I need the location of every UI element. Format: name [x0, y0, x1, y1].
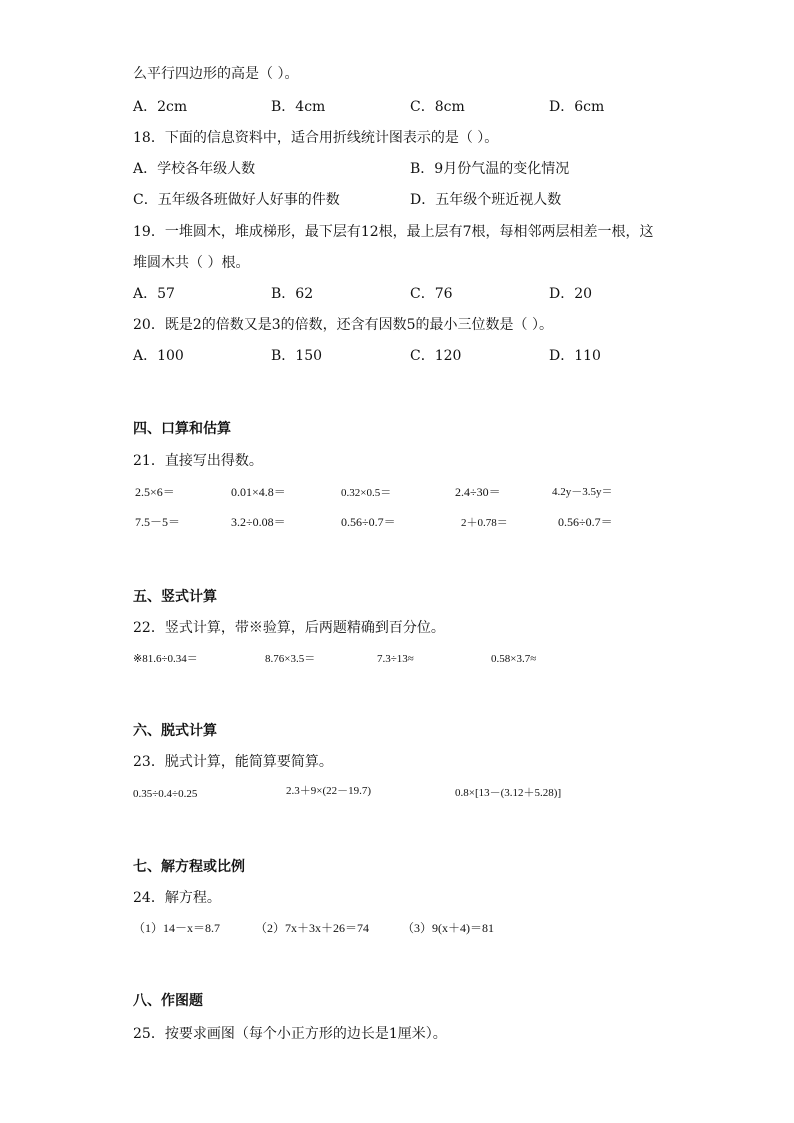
- q19-option-d: D．20: [549, 286, 593, 302]
- q23-stem: 23．脱式计算，能简算要简算。: [133, 754, 333, 770]
- q21-row1-item5: 4.2y－3.5y＝: [552, 486, 613, 498]
- q21-row1-item1: 2.5×6＝: [135, 485, 175, 499]
- q24-item2: （2）7x＋3x＋26＝74: [255, 921, 370, 935]
- q23-item3: 0.8×[13－(3.12＋5.28)]: [455, 787, 562, 799]
- q21-row2-item4: 2＋0.78＝: [461, 517, 508, 529]
- q24-stem: 24．解方程。: [133, 890, 221, 906]
- q20-stem: 20．既是2的倍数又是3的倍数，还含有因数5的最小三位数是（ ）。: [133, 317, 553, 333]
- q20-option-d: D．110: [549, 348, 601, 364]
- q17-option-b: B．4cm: [271, 99, 326, 115]
- q19-option-a: A．57: [133, 286, 175, 302]
- q22-item4: 0.58×3.7≈: [491, 653, 537, 665]
- q21-row2-item5: 0.56÷0.7＝: [558, 515, 613, 529]
- q17-option-a: A．2cm: [133, 99, 188, 115]
- q21-stem: 21．直接写出得数。: [133, 453, 263, 469]
- q22-item3: 7.3÷13≈: [377, 653, 414, 665]
- section8-heading: 八、作图题: [133, 993, 203, 1009]
- q24-item3: （3）9(x＋4)＝81: [402, 921, 494, 935]
- q23-item2: 2.3＋9×(22－19.7): [286, 785, 372, 797]
- q22-stem: 22．竖式计算，带※验算，后两题精确到百分位。: [133, 620, 445, 636]
- q19-option-b: B．62: [271, 286, 314, 302]
- q18-option-c: C．五年级各班做好人好事的件数: [133, 192, 340, 208]
- q18-option-b: B．9月份气温的变化情况: [410, 161, 570, 177]
- q22-item1: ※81.6÷0.34＝: [133, 653, 198, 665]
- q17-stem-tail: 么平行四边形的高是（ ）。: [133, 66, 299, 82]
- section4-heading: 四、口算和估算: [133, 421, 231, 437]
- q20-option-b: B．150: [271, 348, 323, 364]
- section7-heading: 七、解方程或比例: [133, 859, 245, 875]
- q18-stem: 18．下面的信息资料中，适合用折线统计图表示的是（ ）。: [133, 130, 499, 146]
- q19-stem-line2: 堆圆木共（ ）根。: [133, 255, 250, 271]
- q17-option-c: C．8cm: [410, 99, 465, 115]
- q20-option-c: C．120: [410, 348, 462, 364]
- q21-row2-item1: 7.5－5＝: [135, 515, 181, 529]
- q24-item1: （1）14－x＝8.7: [133, 921, 221, 935]
- q25-stem: 25．按要求画图（每个小正方形的边长是1厘米）。: [133, 1026, 447, 1042]
- q21-row2-item3: 0.56÷0.7＝: [341, 515, 396, 529]
- q19-option-c: C．76: [410, 286, 453, 302]
- section6-heading: 六、脱式计算: [133, 723, 217, 739]
- q21-row1-item4: 2.4÷30＝: [455, 485, 501, 499]
- q23-item1: 0.35÷0.4÷0.25: [133, 788, 198, 800]
- q21-row2-item2: 3.2÷0.08＝: [231, 515, 286, 529]
- section5-heading: 五、竖式计算: [133, 589, 217, 605]
- q18-option-d: D．五年级个班近视人数: [410, 192, 562, 208]
- q17-option-d: D．6cm: [549, 99, 605, 115]
- q20-option-a: A．100: [133, 348, 184, 364]
- q21-row1-item3: 0.32×0.5＝: [341, 487, 392, 499]
- q21-row1-item2: 0.01×4.8＝: [231, 485, 286, 499]
- q18-option-a: A．学校各年级人数: [133, 161, 256, 177]
- q19-stem-line1: 19．一堆圆木，堆成梯形，最下层有12根，最上层有7根，每相邻两层相差一根，这: [133, 224, 654, 240]
- q22-item2: 8.76×3.5＝: [265, 653, 316, 665]
